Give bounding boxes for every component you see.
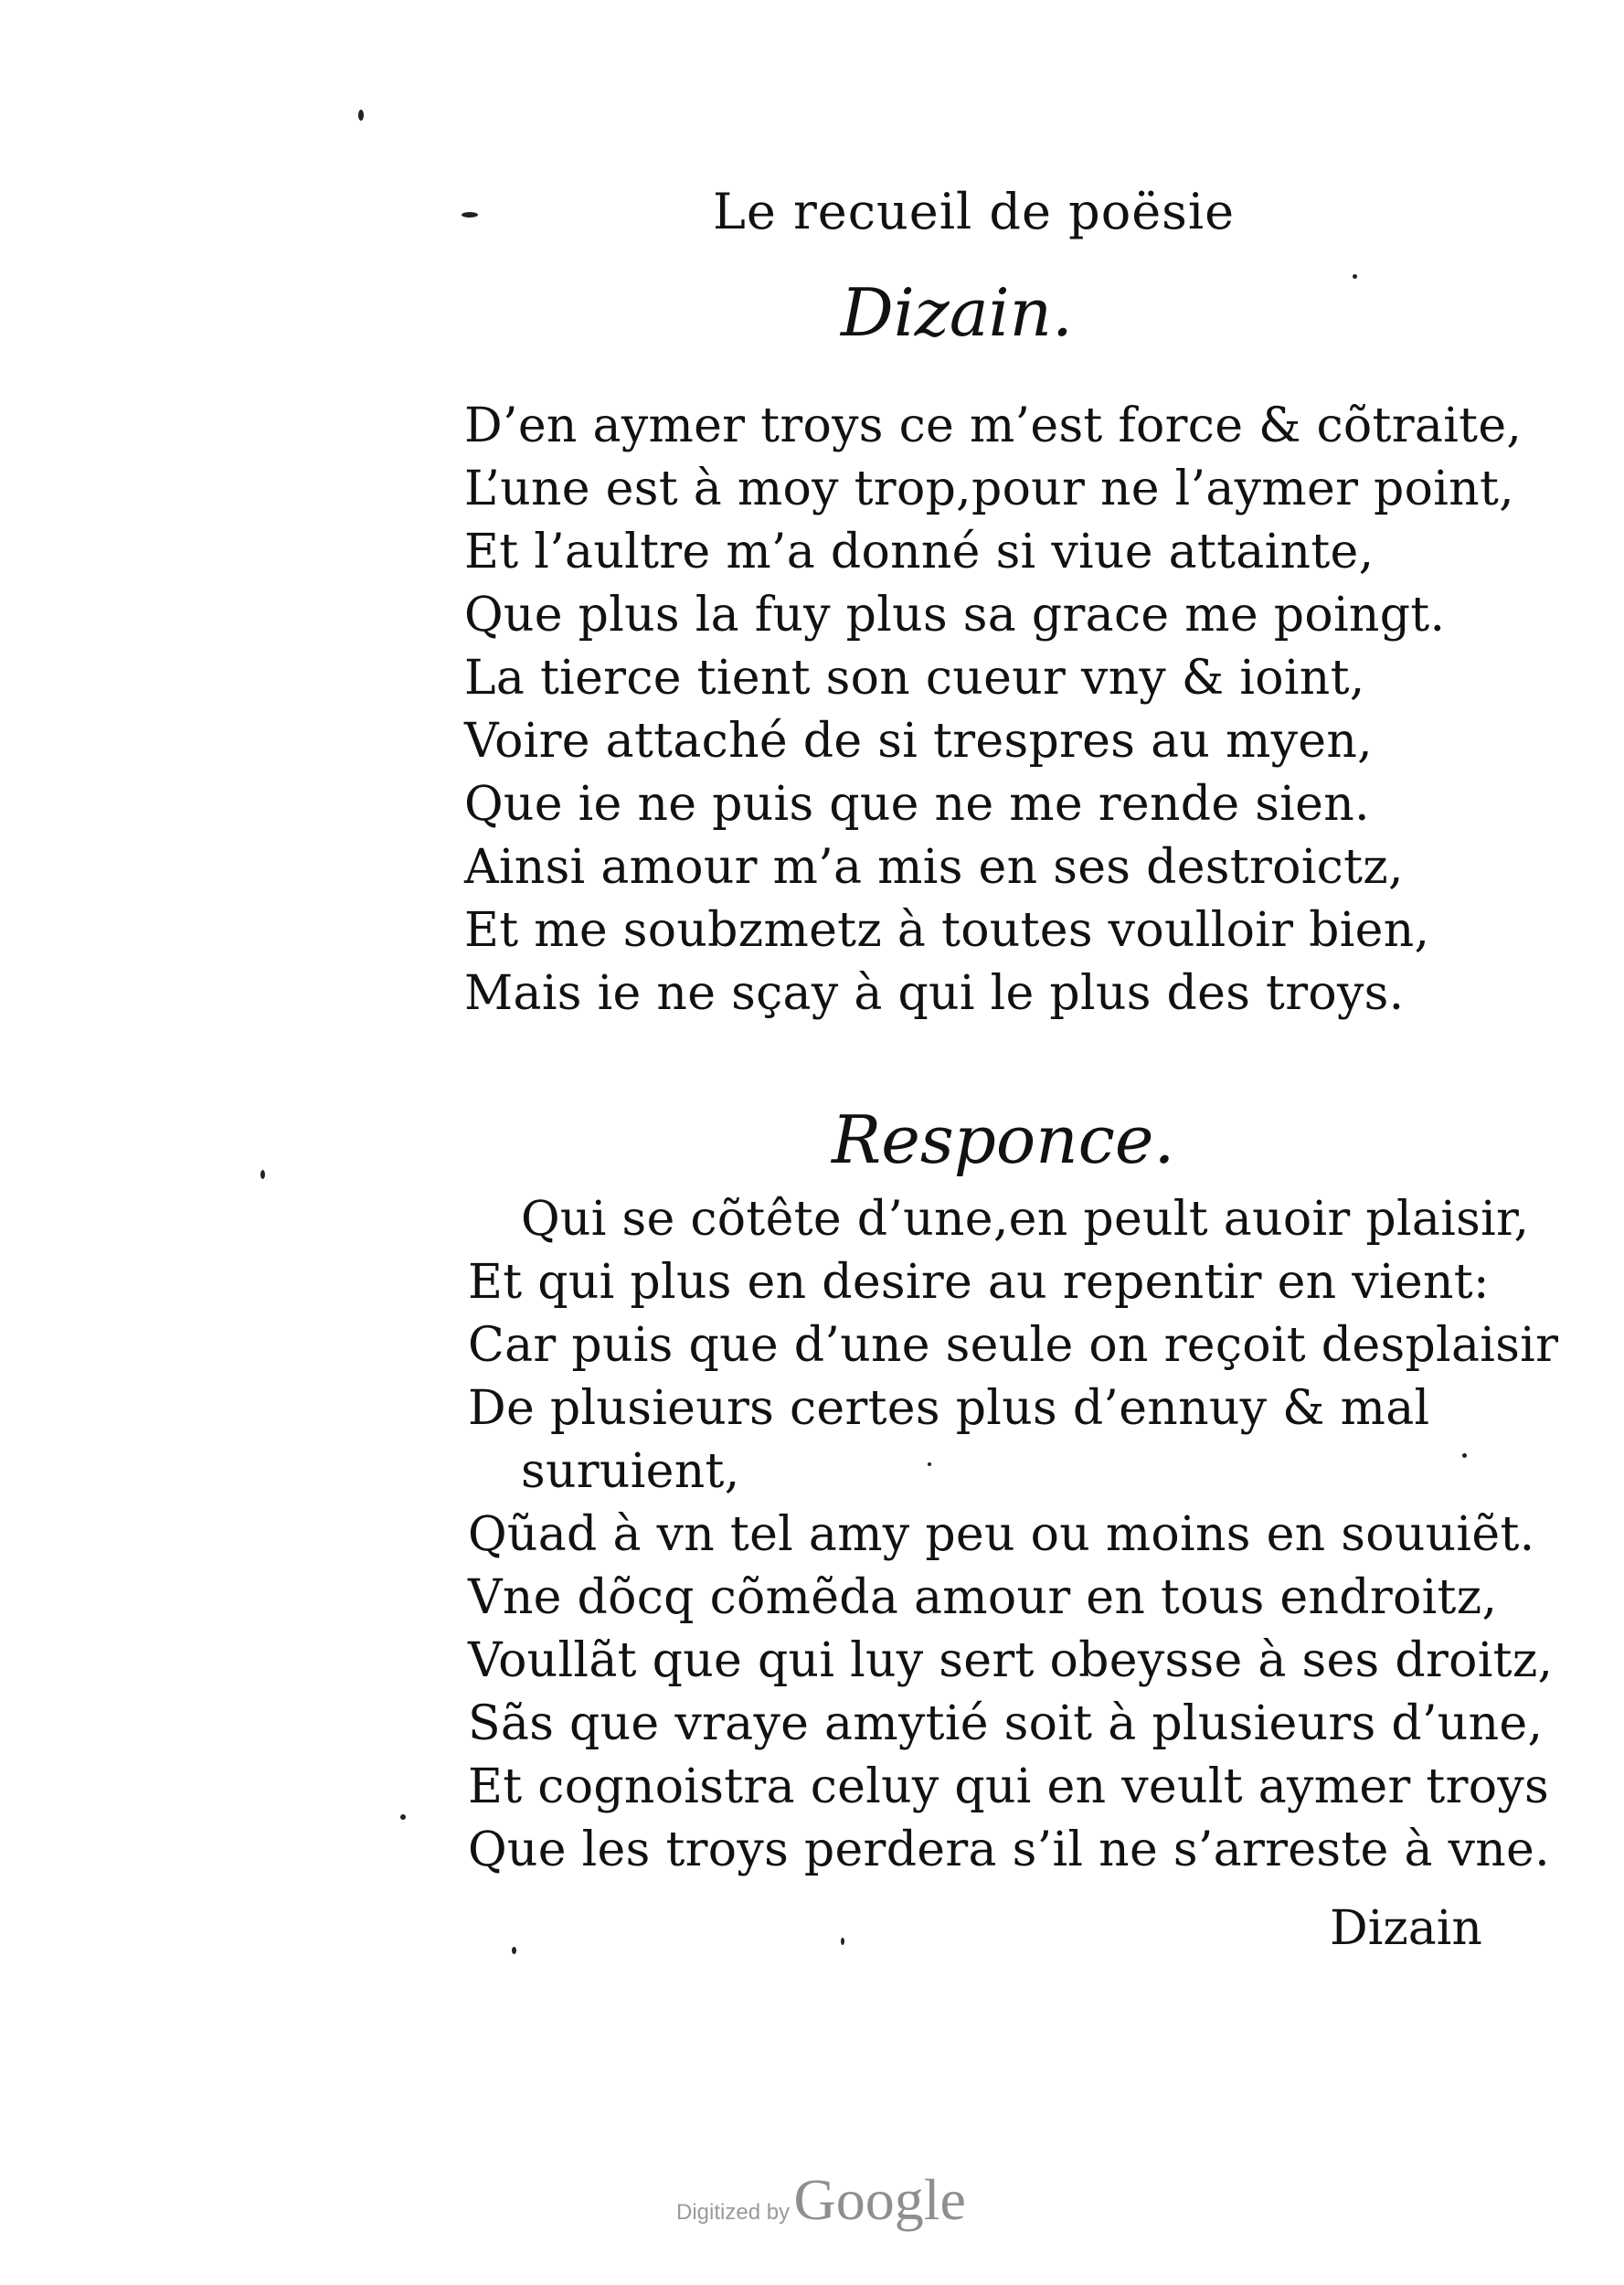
verse-line: Que ie ne puis que ne me rende sien. [464,777,1370,832]
verse-line: L’une est à moy trop,pour ne l’aymer point, [464,462,1515,516]
verse-line: Vne dõcq cõmẽda amour en tous endroitz, [468,1570,1498,1625]
verse-line: Qui se cõtête d’une,en peult auoir plaisir, [521,1192,1530,1247]
verse-line: Que les troys perdera s’il ne s’arreste à vne. [468,1823,1550,1877]
verse-line: Que plus la fuy plus sa grace me poingt. [464,588,1446,643]
ink-speck [1353,274,1357,279]
verse-line: D’en aymer troys ce m’est force & cõtraite, [464,399,1523,453]
verse-line: suruient, [521,1444,740,1499]
verse-line: Qũad à vn tel amy peu ou moins en souuiẽt. [468,1507,1535,1562]
verse-line: Voullãt que qui luy sert obeysse à ses droitz, [468,1633,1554,1688]
ink-speck [1462,1453,1467,1458]
verse-line: Et l’aultre m’a donné si viue attainte, [464,525,1375,579]
ink-speck [358,110,364,121]
catchword: Dizain [1330,1901,1482,1956]
running-head: Le recueil de poësie [713,183,1236,240]
digitized-by-text: Digitized by [676,2200,791,2225]
responce-poem [468,1188,1558,1882]
ink-speck [928,1462,931,1466]
verse-line: La tierce tient son cueur vny & ioint, [464,651,1365,706]
verse-line: Sãs que vraye amytié soit à plusieurs d’une, [468,1696,1544,1751]
ink-speck [462,212,478,218]
digitized-by-google-mark [676,2166,966,2234]
verse-line: Et me soubzmetz à toutes voulloir bien, [464,903,1430,958]
verse-line: Et qui plus en desire au repentir en vient: [468,1255,1490,1310]
dizain-title: Dizain. [841,274,1073,351]
verse-line: Voire attaché de si trespres au myen, [464,714,1373,769]
responce-title: Responce. [832,1101,1175,1178]
verse-line: Ainsi amour m’a mis en ses destroictz, [464,840,1404,895]
ink-speck [260,1170,265,1179]
verse-line: De plusieurs certes plus d’ennuy & mal [468,1381,1430,1436]
ink-speck [841,1938,844,1945]
google-logo: Google [793,2167,966,2232]
ink-speck [400,1814,406,1820]
verse-line: Et cognoistra celuy qui en veult aymer troys [468,1759,1550,1814]
verse-line: Mais ie ne sçay à qui le plus des troys. [464,966,1405,1021]
verse-line: Car puis que d’une seule on reçoit desplaisir [468,1318,1559,1373]
dizain-poem [464,395,1522,1026]
ink-speck [512,1947,516,1954]
